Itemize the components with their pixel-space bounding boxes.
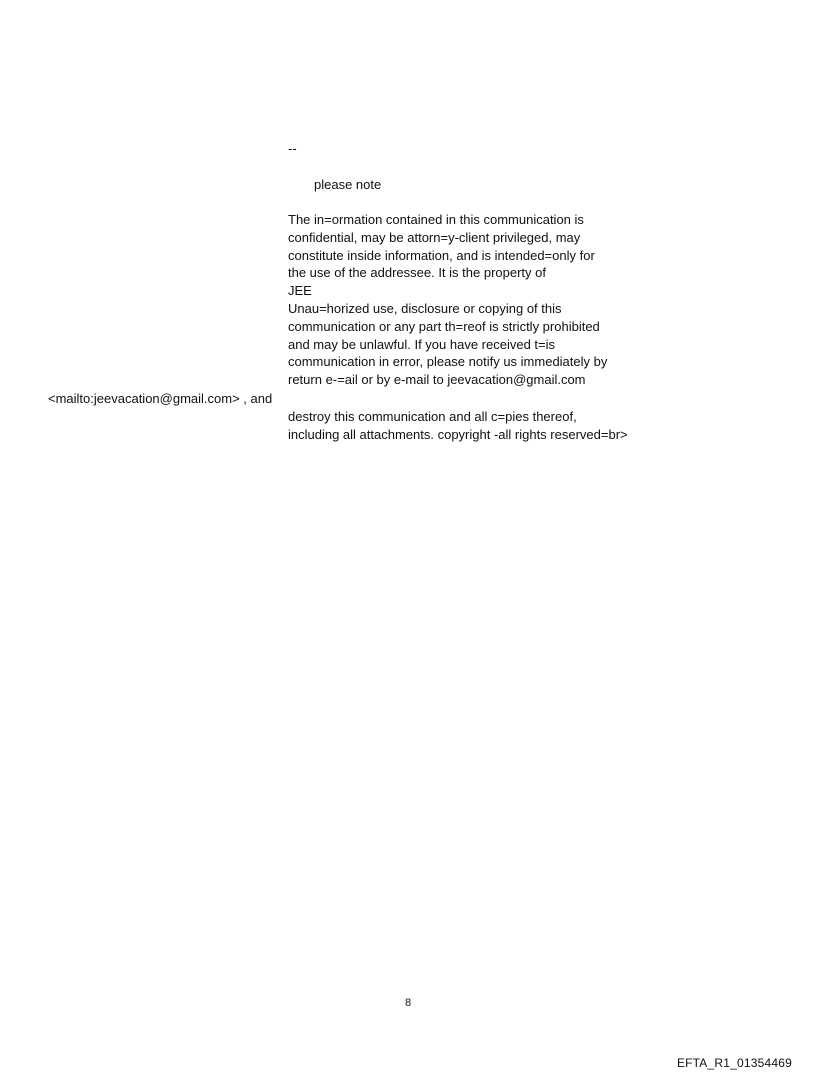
- page-number: 8: [404, 997, 412, 1009]
- disclaimer-line: Unau=horized use, disclosure or copying of this: [288, 300, 562, 316]
- disclaimer-line: return e-=ail or by e-mail to jeevacation@gmail.com: [288, 372, 586, 388]
- disclaimer-line: The in=ormation contained in this communication is: [288, 212, 584, 227]
- disclaimer-line: constitute inside information, and is intended=only for: [288, 247, 595, 263]
- signature-separator: --: [288, 141, 297, 156]
- document-id: EFTA_R1_01354469: [676, 1056, 792, 1070]
- disclaimer-line: destroy this communication and all c=pies thereof,: [288, 409, 577, 424]
- mailto-link-text: <mailto:jeevacation@gmail.com> , and: [48, 391, 273, 406]
- disclaimer-line: communication or any part th=reof is strictly prohibited: [288, 318, 600, 334]
- disclaimer-line: JEE: [288, 283, 312, 299]
- disclaimer-body: [288, 211, 607, 389]
- disclaimer-line: including all attachments. copyright -all rights reserved=br>: [288, 426, 628, 442]
- disclaimer-tail: [288, 408, 628, 444]
- disclaimer-line: confidential, may be attorn=y-client privileged, may: [288, 229, 581, 245]
- disclaimer-line: and may be unlawful. If you have received t=is: [288, 336, 556, 352]
- disclaimer-line: the use of the addressee. It is the property of: [288, 265, 546, 281]
- note-heading: please note: [314, 177, 382, 192]
- disclaimer-line: communication in error, please notify us immediately by: [288, 354, 608, 370]
